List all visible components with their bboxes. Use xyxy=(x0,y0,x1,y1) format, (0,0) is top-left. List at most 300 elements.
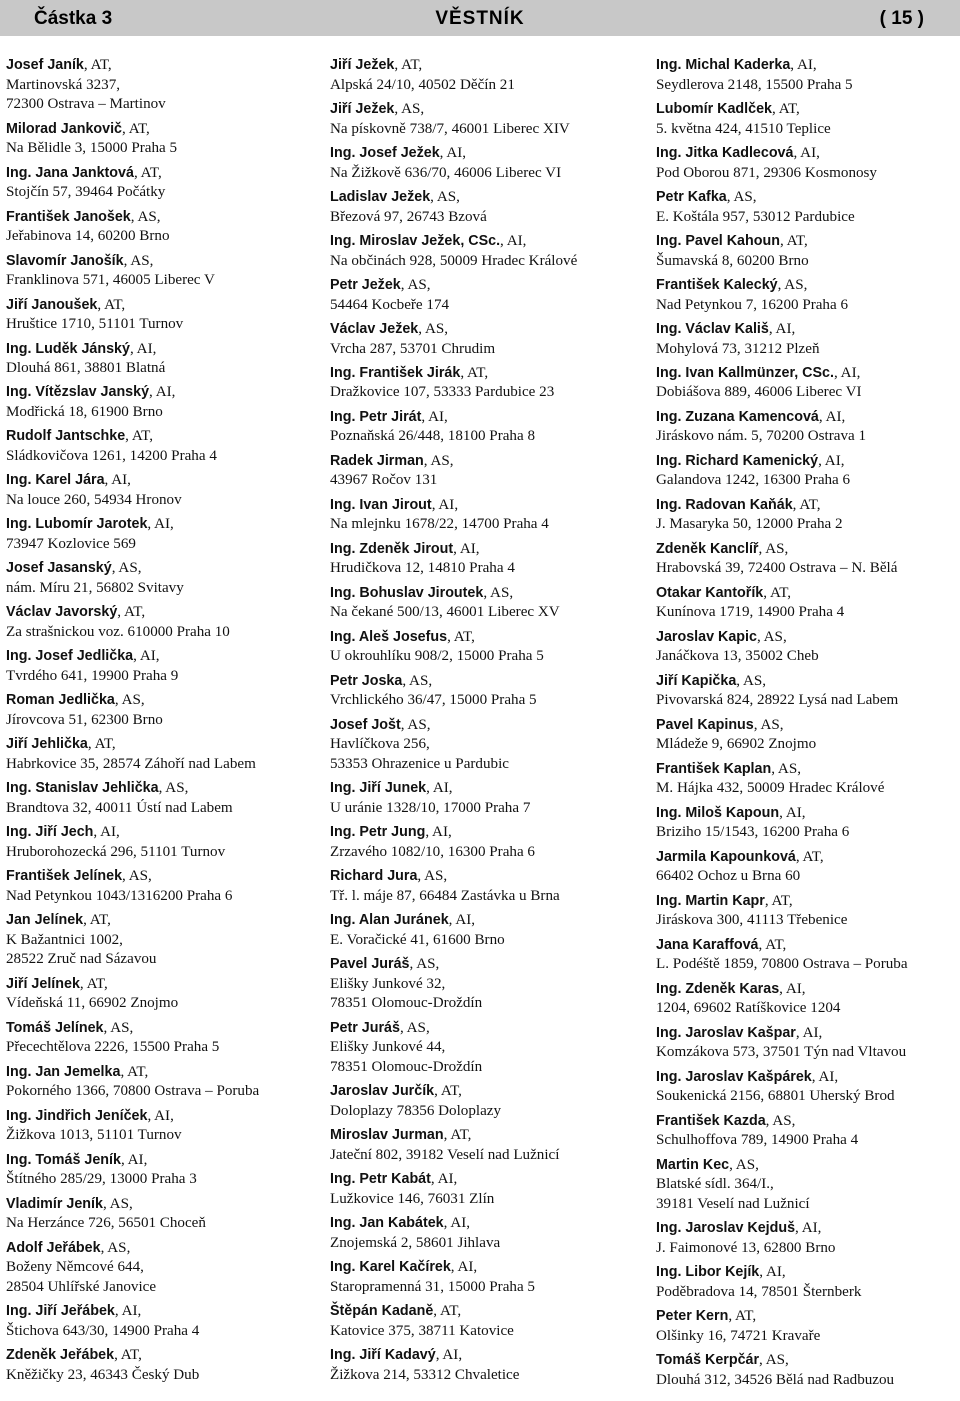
qualification: , AI, xyxy=(149,384,176,401)
person-name: Ing. Jaroslav Kašpárek xyxy=(656,1068,812,1085)
address-line: Mohylová 73, 31212 Plzeň xyxy=(656,340,820,357)
person-name: Ing. Václav Kališ xyxy=(656,320,769,337)
entry-name-line xyxy=(6,1063,316,1083)
entry-name-line xyxy=(656,276,956,296)
person-name: Petr Kafka xyxy=(656,188,727,205)
qualification: , AS, xyxy=(130,208,161,225)
qualification: , AT, xyxy=(79,975,108,992)
person-name: Ing. Ivan Jirout xyxy=(330,496,432,513)
address-line: Na Herzánce 726, 56501 Choceň xyxy=(6,1215,206,1232)
qualification: , AI, xyxy=(425,824,452,841)
directory-entry xyxy=(330,188,642,227)
address-line: Jiráskova 300, 41113 Třebenice xyxy=(656,912,848,929)
qualification: , AS, xyxy=(399,1019,430,1036)
person-name: Ing. Jitka Kadlecová xyxy=(656,144,794,161)
qualification: , AT, xyxy=(122,120,150,137)
address-line: 54464 Kocbeře 174 xyxy=(330,296,450,313)
address-line: Franklinova 571, 46005 Liberec V xyxy=(6,272,215,289)
person-name: Petr Juráš xyxy=(330,1019,400,1036)
person-name: Jiří Ježek xyxy=(330,100,395,117)
directory-entry xyxy=(330,1170,642,1209)
address-line: Tř. l. máje 87, 66484 Zastávka u Brna xyxy=(330,887,560,904)
person-name: Jiří Jelínek xyxy=(6,975,80,992)
directory-entry xyxy=(656,452,956,491)
directory-entry xyxy=(6,252,316,291)
qualification: , AI, xyxy=(790,57,817,73)
address-line: Znojemská 2, 58601 Jihlava xyxy=(330,1234,501,1251)
qualification: , AS, xyxy=(400,716,431,733)
directory-entry xyxy=(330,1346,642,1385)
directory-entry xyxy=(6,56,316,115)
directory-entry xyxy=(656,716,956,755)
directory-entry xyxy=(656,56,956,95)
directory-entry xyxy=(330,628,642,667)
address-line: L. Podéště 1859, 70800 Ostrava – Poruba xyxy=(656,956,908,973)
entry-name-line xyxy=(330,1019,642,1039)
qualification: , AS, xyxy=(417,868,448,885)
entry-name-line xyxy=(6,164,316,184)
address-line: Přecechtělova 2226, 15500 Praha 5 xyxy=(6,1039,220,1056)
entry-name-line xyxy=(330,1258,642,1278)
entry-name-line xyxy=(656,1156,956,1176)
directory-entry xyxy=(330,452,642,491)
entry-name-line xyxy=(656,320,956,340)
entry-name-line xyxy=(656,716,956,736)
qualification: , AS, xyxy=(759,1352,789,1369)
qualification: , AS, xyxy=(777,276,808,293)
directory-entry xyxy=(6,383,316,422)
entry-name-line xyxy=(330,1214,642,1234)
entry-name-line xyxy=(330,716,642,736)
entry-name-line xyxy=(330,823,642,843)
entry-name-line xyxy=(330,1126,642,1146)
entry-name-line xyxy=(6,911,316,931)
qualification: , AS, xyxy=(736,672,767,689)
qualification: , AI, xyxy=(795,1024,823,1041)
qualification: , AI, xyxy=(779,804,806,821)
qualification: , AT, xyxy=(460,364,489,381)
directory-entry xyxy=(6,559,316,598)
address-line: Dobiášova 889, 46006 Liberec VI xyxy=(656,384,862,401)
person-name: Ing. Richard Kamenický xyxy=(656,452,819,469)
qualification: , AT, xyxy=(728,1308,757,1325)
address-line: 39181 Veselí nad Lužnicí xyxy=(656,1195,810,1212)
person-name: Jana Karaffová xyxy=(656,936,759,953)
address-line: 43967 Ročov 131 xyxy=(330,472,438,489)
person-name: František Janošek xyxy=(6,208,131,225)
person-name: Jarmila Kapounková xyxy=(656,848,796,865)
entry-name-line xyxy=(656,100,956,120)
qualification: , AT, xyxy=(394,57,423,73)
directory-entry xyxy=(656,628,956,667)
page-number: ( 15 ) xyxy=(879,8,924,29)
entry-name-line xyxy=(656,980,956,1000)
entry-name-line xyxy=(330,867,642,887)
qualification: , AI, xyxy=(435,1347,463,1364)
entry-name-line xyxy=(330,1170,642,1190)
directory-entry xyxy=(6,1019,316,1058)
address-line: Janáčkova 13, 35002 Cheb xyxy=(656,648,819,665)
entry-name-line xyxy=(6,779,316,799)
directory-entry xyxy=(330,779,642,818)
qualification: , AI, xyxy=(129,340,157,357)
address-line: 72300 Ostrava – Martinov xyxy=(6,96,166,113)
person-name: Ing. Tomáš Jeník xyxy=(6,1151,121,1168)
directory-entry xyxy=(656,1351,956,1390)
qualification: , AI, xyxy=(421,408,448,425)
person-name: Ing. Petr Kabát xyxy=(330,1171,431,1188)
person-name: Josef Janík xyxy=(6,57,84,73)
directory-entry xyxy=(330,320,642,359)
entry-name-line xyxy=(330,408,642,428)
qualification: , AI, xyxy=(147,1107,174,1124)
qualification: , AT, xyxy=(433,1303,462,1320)
person-name: Ing. Jaroslav Kejduš xyxy=(656,1220,796,1237)
entry-name-line xyxy=(6,975,316,995)
directory-entry xyxy=(330,100,642,139)
person-name: Ing. Jiří Junek xyxy=(330,780,427,797)
entry-name-line xyxy=(656,56,956,76)
entry-name-line xyxy=(6,208,316,228)
address-line: nám. Míru 21, 56802 Svitavy xyxy=(6,580,184,597)
person-name: Radek Jirman xyxy=(330,452,424,469)
address-line: Na pískovně 738/7, 46001 Liberec XIV xyxy=(330,120,570,137)
address-line: Komzákova 573, 37501 Týn nad Vltavou xyxy=(656,1044,907,1061)
address-line: Dlouhá 312, 34526 Bělá nad Radbuzou xyxy=(656,1371,895,1388)
directory-entry xyxy=(330,823,642,862)
qualification: , AS, xyxy=(726,188,757,205)
person-name: Ing. Petr Jung xyxy=(330,824,426,841)
person-name: Ing. Lubomír Jarotek xyxy=(6,516,148,533)
person-name: Jiří Ježek xyxy=(330,57,395,73)
person-name: Pavel Juráš xyxy=(330,956,410,973)
qualification: , AI, xyxy=(93,824,120,841)
person-name: Tomáš Kerpčár xyxy=(656,1352,760,1369)
person-name: Richard Jura xyxy=(330,868,418,885)
address-line: E. Koštála 957, 53012 Pardubice xyxy=(656,208,855,225)
directory-entry xyxy=(330,672,642,711)
qualification: , AI, xyxy=(439,144,467,161)
issue-part: Částka 3 xyxy=(34,8,113,29)
entry-name-line xyxy=(656,188,956,208)
person-name: Ing. Pavel Kahoun xyxy=(656,232,780,249)
directory-entry xyxy=(330,955,642,1014)
qualification: , AI, xyxy=(768,320,796,337)
qualification: , AI, xyxy=(811,1068,839,1085)
person-name: Ing. Jiří Kadavý xyxy=(330,1347,436,1364)
entry-name-line xyxy=(6,427,316,447)
directory-entry xyxy=(6,1063,316,1102)
person-name: Ing. Stanislav Jehlička xyxy=(6,780,159,797)
entry-name-line xyxy=(6,252,316,272)
person-name: Ladislav Ježek xyxy=(330,188,431,205)
address-line: Pokorného 1366, 70800 Ostrava – Poruba xyxy=(6,1083,260,1100)
person-name: Štěpán Kadaně xyxy=(330,1303,434,1320)
person-name: Slavomír Janošík xyxy=(6,252,124,269)
person-name: Ing. Josef Ježek xyxy=(330,144,440,161)
address-line: Žižkova 1013, 51101 Turnov xyxy=(6,1127,182,1144)
qualification: , AT, xyxy=(779,232,808,249)
directory-entry xyxy=(656,584,956,623)
entry-name-line xyxy=(330,1302,642,1322)
directory-entry xyxy=(330,144,642,183)
entry-name-line xyxy=(6,515,316,535)
address-line: Šumavská 8, 60200 Brno xyxy=(656,252,809,269)
qualification: , AI, xyxy=(759,1264,786,1281)
entry-name-line xyxy=(6,120,316,140)
qualification: , AT, xyxy=(133,164,162,181)
entry-name-line xyxy=(6,340,316,360)
entry-name-line xyxy=(656,144,956,164)
entry-name-line xyxy=(656,232,956,252)
directory-entry xyxy=(656,364,956,403)
qualification: , AT, xyxy=(125,428,153,445)
qualification: , AT, xyxy=(114,1347,142,1364)
person-name: Ing. Jiří Jech xyxy=(6,824,94,841)
qualification: , AS, xyxy=(418,320,449,337)
directory-entry xyxy=(656,760,956,799)
person-name: Vladimír Jeník xyxy=(6,1195,103,1212)
journal-title: VĚSTNÍK xyxy=(435,8,525,29)
person-name: Ing. Petr Jirát xyxy=(330,408,422,425)
person-name: Ing. Zdeněk Jirout xyxy=(330,540,454,557)
person-name: Ing. Libor Kejík xyxy=(656,1264,760,1281)
qualification: , AI, xyxy=(793,144,820,161)
address-line: Habrkovice 35, 28574 Záhoří nad Labem xyxy=(6,755,256,772)
entry-name-line xyxy=(330,364,642,384)
person-name: Ing. Zdeněk Karas xyxy=(656,980,780,997)
directory-entry xyxy=(656,1024,956,1063)
directory-entry xyxy=(330,867,642,906)
qualification: , AI, xyxy=(431,496,459,513)
qualification: , AS, xyxy=(394,100,425,117)
address-line: 78351 Olomouc-Droždín xyxy=(330,995,483,1012)
person-name: Jaroslav Kapic xyxy=(656,628,757,645)
qualification: , AS, xyxy=(758,540,789,557)
address-line: Alpská 24/10, 40502 Děčín 21 xyxy=(330,76,515,93)
entry-name-line xyxy=(330,188,642,208)
page-header xyxy=(0,0,960,36)
entry-name-line xyxy=(330,911,642,931)
address-line: M. Hájka 432, 50009 Hradec Králové xyxy=(656,780,885,797)
qualification: , AI, xyxy=(104,472,131,489)
address-line: Havlíčkova 256, xyxy=(330,736,430,753)
qualification: , AI, xyxy=(795,1220,822,1237)
column-2 xyxy=(330,56,642,1390)
qualification: , AS, xyxy=(123,252,154,269)
directory-entry xyxy=(6,515,316,554)
address-line: Staropramenná 31, 15000 Praha 5 xyxy=(330,1278,535,1295)
qualification: , AT, xyxy=(447,628,475,645)
person-name: František Kaplan xyxy=(656,760,772,777)
qualification: , AT, xyxy=(97,296,126,313)
entry-name-line xyxy=(656,1351,956,1371)
entry-name-line xyxy=(330,320,642,340)
qualification: , AT, xyxy=(87,736,116,753)
person-name: Jiří Janoušek xyxy=(6,296,98,313)
person-name: Václav Ježek xyxy=(330,320,419,337)
address-line: Jírovcova 51, 62300 Brno xyxy=(6,711,163,728)
qualification: , AI, xyxy=(120,1151,148,1168)
person-name: Pavel Kapinus xyxy=(656,716,754,733)
address-line: Galandova 1242, 16300 Praha 6 xyxy=(656,472,851,489)
directory-columns xyxy=(0,56,960,1396)
qualification: , AS, xyxy=(729,1156,759,1173)
person-name: Ing. Zuzana Kamencová xyxy=(656,408,819,425)
entry-name-line xyxy=(330,1082,642,1102)
qualification: , AT, xyxy=(443,1127,472,1144)
address-line: Žižkova 214, 53312 Chvaletice xyxy=(330,1366,520,1383)
qualification: , AS, xyxy=(102,1195,133,1212)
directory-entry xyxy=(656,276,956,315)
qualification: , AI, xyxy=(833,364,861,381)
entry-name-line xyxy=(330,955,642,975)
address-line: Nad Petynkou 7, 16200 Praha 6 xyxy=(656,296,849,313)
qualification: , AS, xyxy=(771,760,802,777)
directory-entry xyxy=(6,823,316,862)
person-name: Ing. Karel Jára xyxy=(6,472,105,489)
directory-entry xyxy=(6,867,316,906)
address-line: 28522 Zruč nad Sázavou xyxy=(6,951,157,968)
entry-name-line xyxy=(330,452,642,472)
entry-name-line xyxy=(656,452,956,472)
entry-name-line xyxy=(6,867,316,887)
entry-name-line xyxy=(330,628,642,648)
person-name: Zdeněk Jeřábek xyxy=(6,1347,115,1364)
address-line: Blatské sídl. 364/I., xyxy=(656,1176,774,1193)
entry-name-line xyxy=(6,603,316,623)
address-line: E. Voračické 41, 61600 Brno xyxy=(330,931,505,948)
directory-entry xyxy=(330,496,642,535)
address-line: Elišky Junkové 32, xyxy=(330,975,446,992)
directory-entry xyxy=(330,911,642,950)
address-line: Kněžičky 23, 46343 Český Dub xyxy=(6,1366,200,1383)
person-name: Ing. Alan Juránek xyxy=(330,912,449,929)
qualification: , AI, xyxy=(443,1215,471,1232)
qualification: , AS, xyxy=(158,780,189,797)
qualification: , AT, xyxy=(83,912,111,929)
address-line: Briziho 15/1543, 16200 Praha 6 xyxy=(656,824,850,841)
address-line: Jiráskovo nám. 5, 70200 Ostrava 1 xyxy=(656,428,867,445)
directory-entry xyxy=(656,804,956,843)
directory-entry xyxy=(6,1107,316,1146)
person-name: Petr Ježek xyxy=(330,276,401,293)
person-name: Ing. Jaroslav Kašpar xyxy=(656,1024,796,1041)
address-line: Stojčín 57, 39464 Počátky xyxy=(6,184,166,201)
address-line: Boženy Němcové 644, xyxy=(6,1259,144,1276)
entry-name-line xyxy=(330,584,642,604)
entry-name-line xyxy=(330,100,642,120)
directory-entry xyxy=(6,1151,316,1190)
address-line: Březová 97, 26743 Bzová xyxy=(330,208,487,225)
qualification: , AS, xyxy=(423,452,454,469)
person-name: Josef Jošt xyxy=(330,716,401,733)
directory-entry xyxy=(330,1214,642,1253)
qualification: , AI, xyxy=(426,780,453,797)
entry-name-line xyxy=(330,56,642,76)
person-name: Ing. Jan Kabátek xyxy=(330,1215,444,1232)
entry-name-line xyxy=(656,1263,956,1283)
entry-name-line xyxy=(6,471,316,491)
entry-name-line xyxy=(656,672,956,692)
qualification: , AI, xyxy=(779,980,806,997)
qualification: , AT, xyxy=(763,584,792,601)
directory-entry xyxy=(6,975,316,1014)
directory-entry xyxy=(656,1068,956,1107)
entry-name-line xyxy=(656,364,956,384)
directory-entry xyxy=(6,164,316,203)
directory-entry xyxy=(656,936,956,975)
person-name: Ing. František Jirák xyxy=(330,364,461,381)
address-line: Tvrdého 641, 19900 Praha 9 xyxy=(6,667,179,684)
person-name: Milorad Jankovič xyxy=(6,120,123,137)
entry-name-line xyxy=(6,1151,316,1171)
address-line: Štichova 643/30, 14900 Praha 4 xyxy=(6,1322,200,1339)
entry-name-line xyxy=(330,276,642,296)
directory-entry xyxy=(656,1156,956,1215)
address-line: K Bažantnici 1002, xyxy=(6,931,123,948)
qualification: , AT, xyxy=(758,936,787,953)
person-name: Ing. Martin Kapr xyxy=(656,892,765,909)
address-line: J. Faimonové 13, 62800 Brno xyxy=(656,1239,836,1256)
person-name: Ing. Miroslav Ježek, CSc. xyxy=(330,232,501,249)
entry-name-line xyxy=(656,1219,956,1239)
person-name: František Jelínek xyxy=(6,868,123,885)
person-name: Adolf Jeřábek xyxy=(6,1239,101,1256)
address-line: 5. května 424, 41510 Teplice xyxy=(656,120,831,137)
person-name: Ing. Jiří Jeřábek xyxy=(6,1303,115,1320)
directory-entry xyxy=(330,408,642,447)
qualification: , AS, xyxy=(122,868,152,885)
entry-name-line xyxy=(656,936,956,956)
address-line: Sládkovičova 1261, 14200 Praha 4 xyxy=(6,448,217,465)
directory-entry xyxy=(656,496,956,535)
qualification: , AT, xyxy=(772,100,800,117)
qualification: , AI, xyxy=(500,232,527,249)
address-line: Dlouhá 861, 38801 Blatná xyxy=(6,360,166,377)
address-line: Hruštice 1710, 51101 Turnov xyxy=(6,316,184,333)
qualification: , AI, xyxy=(133,648,160,665)
entry-name-line xyxy=(656,408,956,428)
directory-entry xyxy=(330,540,642,579)
entry-name-line xyxy=(6,1302,316,1322)
entry-name-line xyxy=(6,823,316,843)
entry-name-line xyxy=(656,892,956,912)
address-line: Vrcha 287, 53701 Chrudim xyxy=(330,340,496,357)
person-name: Lubomír Kadlček xyxy=(656,100,772,117)
directory-entry xyxy=(330,716,642,775)
person-name: Ing. Aleš Josefus xyxy=(330,628,448,645)
entry-name-line xyxy=(656,584,956,604)
qualification: , AS, xyxy=(114,692,145,709)
qualification: , AS, xyxy=(430,188,460,205)
column-3 xyxy=(656,56,956,1395)
directory-entry xyxy=(330,276,642,315)
qualification: , AS, xyxy=(103,1019,134,1036)
person-name: Ing. Ivan Kallmünzer, CSc. xyxy=(656,364,834,381)
qualification: , AT, xyxy=(795,848,824,865)
entry-name-line xyxy=(330,540,642,560)
address-line: Seydlerova 2148, 15500 Praha 5 xyxy=(656,76,853,93)
entry-name-line xyxy=(6,1346,316,1366)
qualification: , AS, xyxy=(756,628,787,645)
directory-entry xyxy=(656,980,956,1019)
address-line: Jeřabinova 14, 60200 Brno xyxy=(6,228,170,245)
entry-name-line xyxy=(6,1019,316,1039)
directory-entry xyxy=(6,427,316,466)
address-line: 66402 Ochoz u Brna 60 xyxy=(656,868,801,885)
entry-name-line xyxy=(6,735,316,755)
